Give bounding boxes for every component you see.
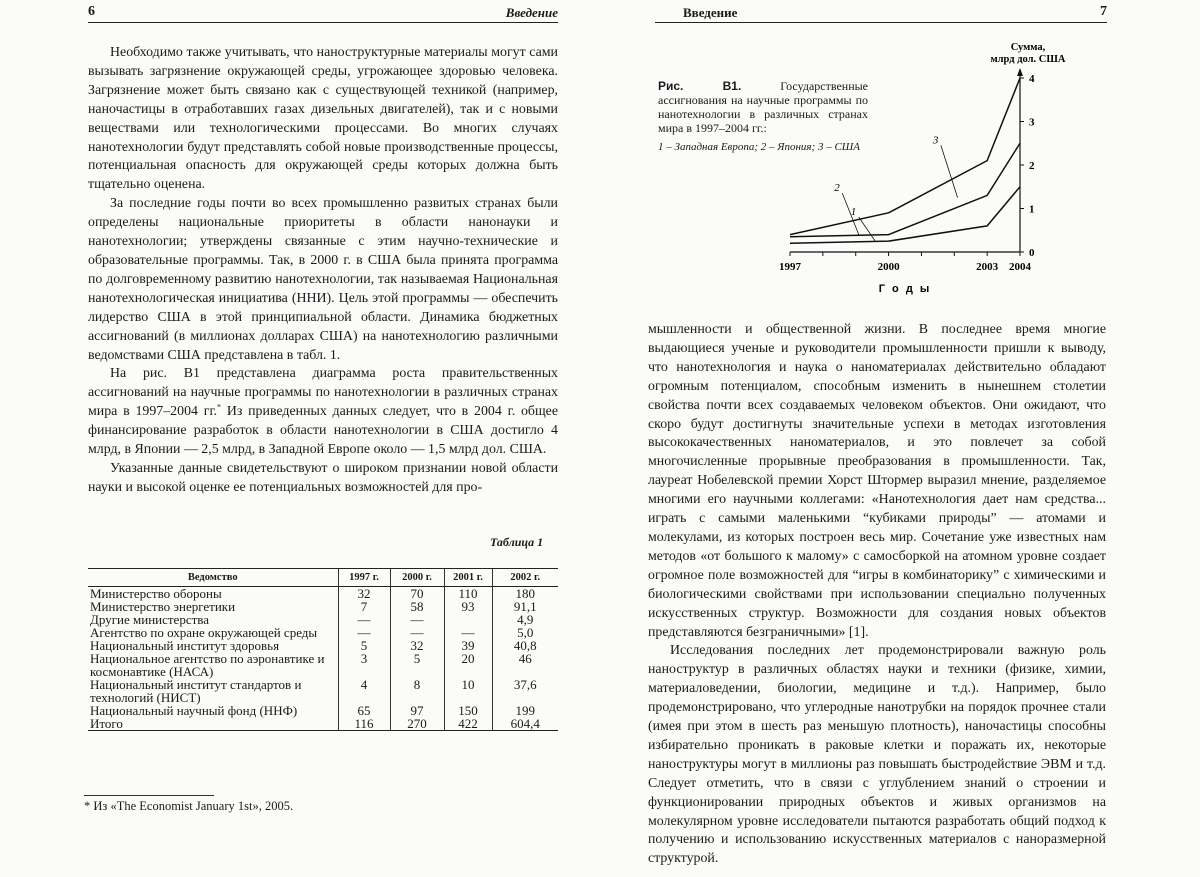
agency-cell: Агентство по охране окружающей среды bbox=[90, 625, 318, 640]
value-cell: — bbox=[338, 626, 390, 639]
value-cell: 39 bbox=[444, 639, 492, 652]
column-header-agency: Ведомство bbox=[88, 569, 338, 587]
y-tick-label: 4 bbox=[1029, 73, 1035, 85]
value-cell: 5,0 bbox=[492, 626, 558, 639]
paragraph: На рис. В1 представлена диаграмма роста правительственных ассигнований на научные программы по нанотехнологии в различных странах мира в 1997–2004 гг.* Из приведенных данных следует, что в 2004 г. общее финансирование разработок в области нанотехнологии в США достигло 4 млрд, в Японии — 2,5 млрд, в Западной Европе около — 1,5 млрд дол. США. bbox=[88, 366, 558, 458]
y-axis-arrow bbox=[1017, 68, 1023, 76]
figure-legend: 1 – Западная Европа; 2 – Япония; 3 – США bbox=[658, 141, 860, 153]
value-cell: 32 bbox=[390, 639, 444, 652]
series-label-3: 3 bbox=[932, 134, 939, 147]
agency-cell: Министерство энергетики bbox=[90, 599, 236, 614]
page-number: 6 bbox=[88, 4, 95, 19]
body-text bbox=[648, 321, 1106, 869]
y-tick-label: 2 bbox=[1029, 160, 1035, 172]
series-leader-1 bbox=[859, 217, 876, 241]
value-cell: 58 bbox=[390, 600, 444, 613]
x-axis-label: Г о д ы bbox=[878, 283, 932, 295]
table-row bbox=[88, 652, 558, 678]
value-cell: — bbox=[390, 613, 444, 626]
value-cell: 37,6 bbox=[492, 678, 558, 704]
value-cell: 70 bbox=[390, 587, 444, 601]
series-line-3 bbox=[790, 78, 1020, 235]
agency-cell: Национальный институт здоровья bbox=[90, 638, 280, 653]
header-title: Введение bbox=[683, 5, 738, 20]
series-label-1: 1 bbox=[850, 206, 857, 219]
value-cell: 65 bbox=[338, 704, 390, 717]
right-page bbox=[600, 0, 1200, 877]
y-tick-label: 3 bbox=[1029, 116, 1035, 129]
paragraph: Необходимо также учитывать, что наноструктурные материалы могут сами вызывать загрязнение окружающей среды, угрожающее здоровью человека. Загрязнение может быть связано как с существующей техникой (например, наночастицы в отработавших газах дизельных двигателей), так и с новыми веществами или технологическими процессами. Во многих случаях нанотехнологии будут представлять собой новые производственные процессы, потенциальная опасность для окружающей среды которых должна быть тщательно оценена. bbox=[88, 45, 558, 193]
header-title: Введение bbox=[505, 5, 558, 20]
table-caption: Таблица 1 bbox=[490, 535, 544, 549]
value-cell: 4 bbox=[338, 678, 390, 704]
agency-cell: Итого bbox=[88, 717, 338, 731]
agency-cell: Национальный научный фонд (ННФ) bbox=[90, 703, 298, 718]
page-number: 7 bbox=[1100, 4, 1107, 19]
figure-label: Рис. В1. bbox=[658, 79, 742, 93]
column-header-year: 2001 г. bbox=[444, 569, 492, 587]
value-cell: 4,9 bbox=[492, 613, 558, 626]
table-row bbox=[88, 678, 558, 704]
series-label-2: 2 bbox=[834, 182, 840, 195]
footnote: * Из «The Economist January 1st», 2005. bbox=[84, 799, 294, 813]
body-text bbox=[88, 44, 558, 498]
value-cell: 180 bbox=[492, 587, 558, 601]
value-cell: 116 bbox=[338, 717, 390, 731]
y-tick-label: 1 bbox=[1029, 203, 1035, 216]
running-header bbox=[88, 4, 558, 23]
series-line-1 bbox=[790, 187, 1020, 244]
value-cell: — bbox=[390, 626, 444, 639]
x-tick-label: 2000 bbox=[877, 261, 900, 273]
value-cell: 150 bbox=[444, 704, 492, 717]
value-cell: 7 bbox=[338, 600, 390, 613]
paragraph: Указанные данные свидетельствуют о широком признании новой области науки и высокой оценке ее потенциальных возможностей для про- bbox=[88, 460, 558, 495]
value-cell: 422 bbox=[444, 717, 492, 731]
table-header-row bbox=[88, 569, 558, 587]
column-header-year: 2002 г. bbox=[492, 569, 558, 587]
agency-cell: Национальное агентство по аэронавтике и космонавтике (НАСА) bbox=[90, 651, 325, 679]
running-header bbox=[655, 4, 1107, 23]
series-leader-3 bbox=[941, 145, 958, 197]
series-leader-2 bbox=[842, 193, 859, 235]
value-cell: — bbox=[338, 613, 390, 626]
paragraph: Исследования последних лет продемонстрировали важную роль наноструктур в различных областях науки и техники (физике, химии, материаловедении, биологии, медицине и т.д.). Например, было продемонстрировано, что углеродные нанотрубки на порядок прочнее стали (имея при этом в шесть раз меньшую плотность), наночастицы способны избирательно проникать в раковые клетки и поражать их, некоторые наноструктуры могут в миллионы раз повышать быстродействие ЭВМ и т.д. Следует отметить, что в связи с углублением знаний о строении и функционировании природных объектов и живых организмов на молекулярном уровне исследователи пытаются разработать общий подход к получению и использованию искусственных материалов с наноразмерной структурой. bbox=[648, 643, 1106, 867]
agency-cell: Национальный институт стандартов и технологий (НИСТ) bbox=[90, 677, 302, 705]
agency-cell: Министерство обороны bbox=[90, 586, 222, 601]
value-cell: 110 bbox=[444, 587, 492, 601]
value-cell: — bbox=[444, 626, 492, 639]
footnote-rule bbox=[84, 795, 214, 796]
value-cell: 10 bbox=[444, 678, 492, 704]
column-header-year: 2000 г. bbox=[390, 569, 444, 587]
value-cell: 5 bbox=[390, 652, 444, 678]
value-cell: 270 bbox=[390, 717, 444, 731]
table-row bbox=[88, 587, 558, 601]
y-axis-label: Сумма, bbox=[1010, 42, 1046, 53]
value-cell: 46 bbox=[492, 652, 558, 678]
figure-caption-text: Государственные ассигнования на научные программы по нанотехнологии в различных странах мира в 1997–2004 гг.: bbox=[658, 79, 868, 135]
x-tick-label: 2004 bbox=[1009, 261, 1031, 273]
value-cell: 604,4 bbox=[492, 717, 558, 731]
appropriations-chart bbox=[770, 40, 1070, 310]
value-cell: 32 bbox=[338, 587, 390, 601]
footnote-mark: * bbox=[217, 402, 222, 412]
paragraph: За последние годы почти во всех промышленно развитых странах были определены национальные приоритеты в области нанонауки и нанотехнологии; утверждены связанные с этим научно-технические и образовательные программы. Так, в 2000 г. в США была принята программа по долговременному развитию нанотехнологии, так называемая Национальная нанотехнологическая инициатива (ННИ). Цель этой программы — обеспечить лидерство США в этой принципиальной области. Динамика бюджетных ассигнований (в миллионах долларах США) на нанотехнологию различными ведомствами США представлена в табл. 1. bbox=[88, 196, 558, 363]
series-line-2 bbox=[790, 143, 1020, 237]
x-tick-label: 1997 bbox=[779, 261, 801, 273]
x-tick-label: 2003 bbox=[976, 261, 999, 273]
column-header-year: 1997 г. bbox=[338, 569, 390, 587]
value-cell: 40,8 bbox=[492, 639, 558, 652]
value-cell: 91,1 bbox=[492, 600, 558, 613]
value-cell: 199 bbox=[492, 704, 558, 717]
y-axis-label: млрд дол. США bbox=[990, 54, 1066, 65]
value-cell: 93 bbox=[444, 600, 492, 613]
paragraph: мышленности и общественной жизни. В последнее время многие выдающиеся ученые и руководители промышленности пришли к выводу, что нанотехнология и наука о наноматериалах действительно обладают огромным потенциалом, способным изменить в нынешнем столетии свойства почти всех создаваемых человеком объектов. Они ожидают, что скоро будут достигнуты значительные успехи в методах изготовления высококачественных наноматериалов, и это повлечет за собой многочисленные прорывные преобразования в промышленности. Так, лауреат Нобелевской премии Хорст Штормер выразил мнение, разделяемое многими его научными коллегами: «Нанотехнология дает нам средства... играть с самыми маленькими “кубиками природы” — атомами и молекулами, из которых построен весь мир. Сочетание уже известных нам методов «от большого к малому» с самосборкой на атомном уровне создает огромное поле возможностей для “игры в комбинаторику” с химическими и биологическими свойствами при использовании специально полученных искусственных структур. Возможности для создания новых объектов представляются безграничными» [1]. bbox=[648, 322, 1106, 640]
table-row bbox=[88, 704, 558, 717]
agency-cell: Другие министерства bbox=[90, 612, 210, 627]
appropriations-table bbox=[88, 568, 558, 731]
value-cell: 20 bbox=[444, 652, 492, 678]
value-cell: 8 bbox=[390, 678, 444, 704]
value-cell: 5 bbox=[338, 639, 390, 652]
y-tick-label: 0 bbox=[1029, 247, 1035, 259]
value-cell: 97 bbox=[390, 704, 444, 717]
table-row bbox=[88, 717, 558, 731]
value-cell: 3 bbox=[338, 652, 390, 678]
